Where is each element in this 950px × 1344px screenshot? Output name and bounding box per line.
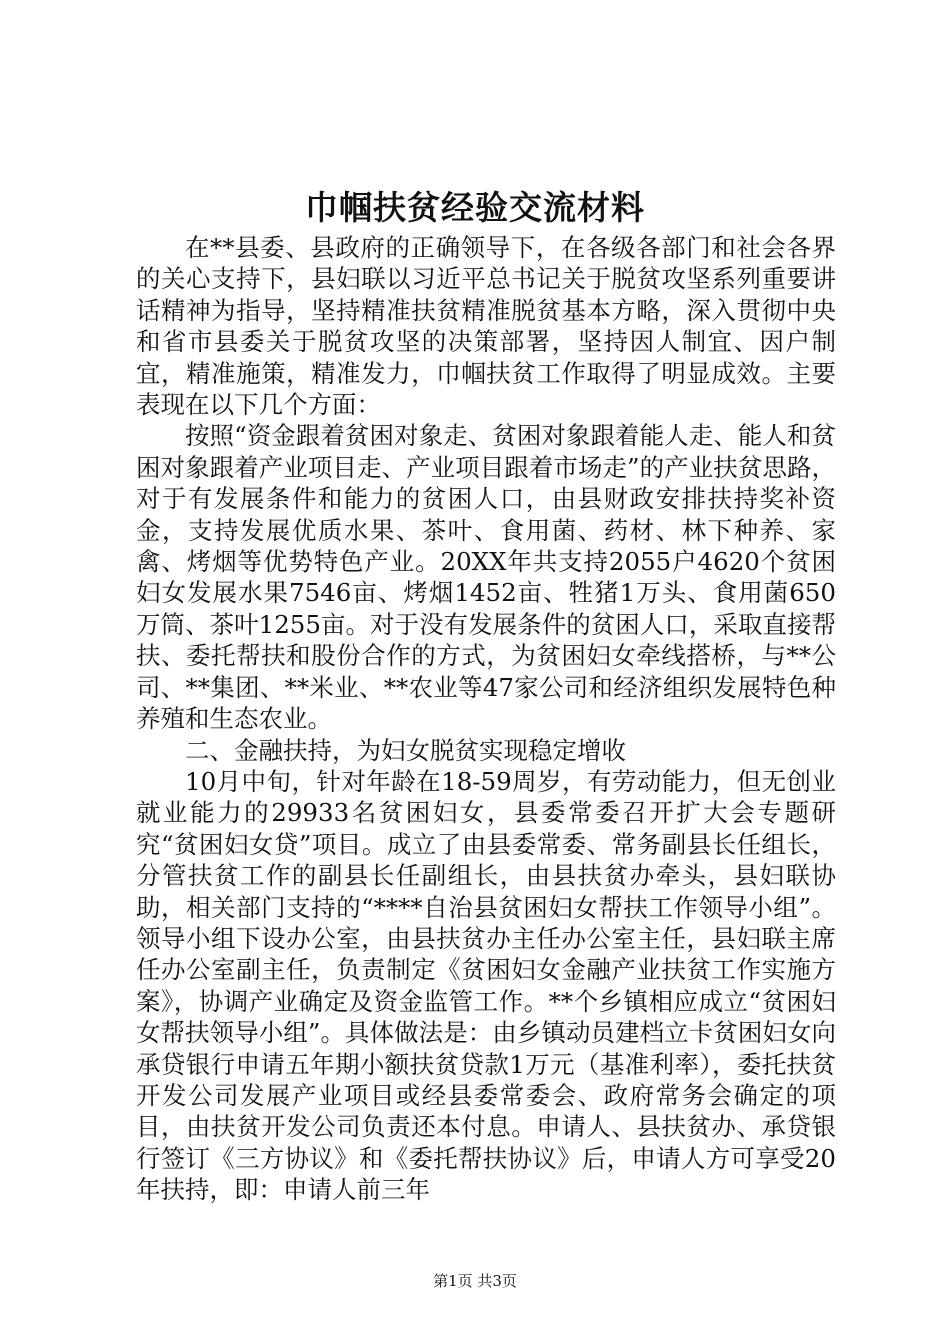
page-number-footer: 第1页 共3页 — [433, 1272, 517, 1290]
section-heading-finance: 二、金融扶持，为妇女脱贫实现稳定增收 — [185, 735, 626, 765]
paragraph-intro: 在**县委、县政府的正确领导下，在各级各部门和社会各界的关心支持下，县妇联以习近平总书记关于脱贫攻坚系列重要讲话精神为指导，坚持精准扶贫精准脱贫基本方略，深入贯彻中央和省市县委关于脱贫攻坚的决策部署，坚持因人制宜、因户制宜，精准施策，精准发力，巾帼扶贫工作取得了明显成效。主要表现在以下几个方面： — [136, 233, 836, 420]
document-body — [136, 232, 836, 1206]
document-title: 巾帼扶贫经验交流材料 — [305, 188, 645, 227]
paragraph-industry-support: 按照“资金跟着贫困对象走、贫困对象跟着能人走、能人和贫困对象跟着产业项目走、产业项目跟着市场走”的产业扶贫思路，对于有发展条件和能力的贫困人口，由县财政安排扶持奖补资金，支持发展优质水果、茶叶、食用菌、药材、林下种养、家禽、烤烟等优势特色产业。20XX年共支持2055户4620个贫困妇女发展水果7546亩、烤烟1452亩、牲猪1万头、食用菌650万筒、茶叶1255亩。对于没有发展条件的贫困人口，采取直接帮扶、委托帮扶和股份合作的方式，为贫困妇女牵线搭桥，与**公司、**集团、**米业、**农业等47家公司和经济组织发展特色种养殖和生态农业。 — [136, 421, 836, 734]
paragraph-finance-support: 10月中旬，针对年龄在18-59周岁，有劳动能力，但无创业就业能力的29933名贫困妇女，县委常委召开扩大会专题研究“贫困妇女贷”项目。成立了由县委常委、常务副县长任组长，分管扶贫工作的副县长任副组长，由县扶贫办牵头，县妇联协助，相关部门支持的“****自治县贫困妇女帮扶工作领导小组”。领导小组下设办公室，由县扶贫办主任办公室主任，县妇联主席任办公室副主任，负责制定《贫困妇女金融产业扶贫工作实施方案》，协调产业确定及资金监管工作。**个乡镇相应成立“贫困妇女帮扶领导小组”。具体做法是：由乡镇动员建档立卡贫困妇女向承贷银行申请五年期小额扶贫贷款1万元（基准利率），委托扶贫开发公司发展产业项目或经县委常委会、政府常务会确定的项目，由扶贫开发公司负责还本付息。申请人、县扶贫办、承贷银行签订《三方协议》和《委托帮扶协议》后，申请人方可享受20年扶持，即：申请人前三年 — [136, 766, 836, 1205]
